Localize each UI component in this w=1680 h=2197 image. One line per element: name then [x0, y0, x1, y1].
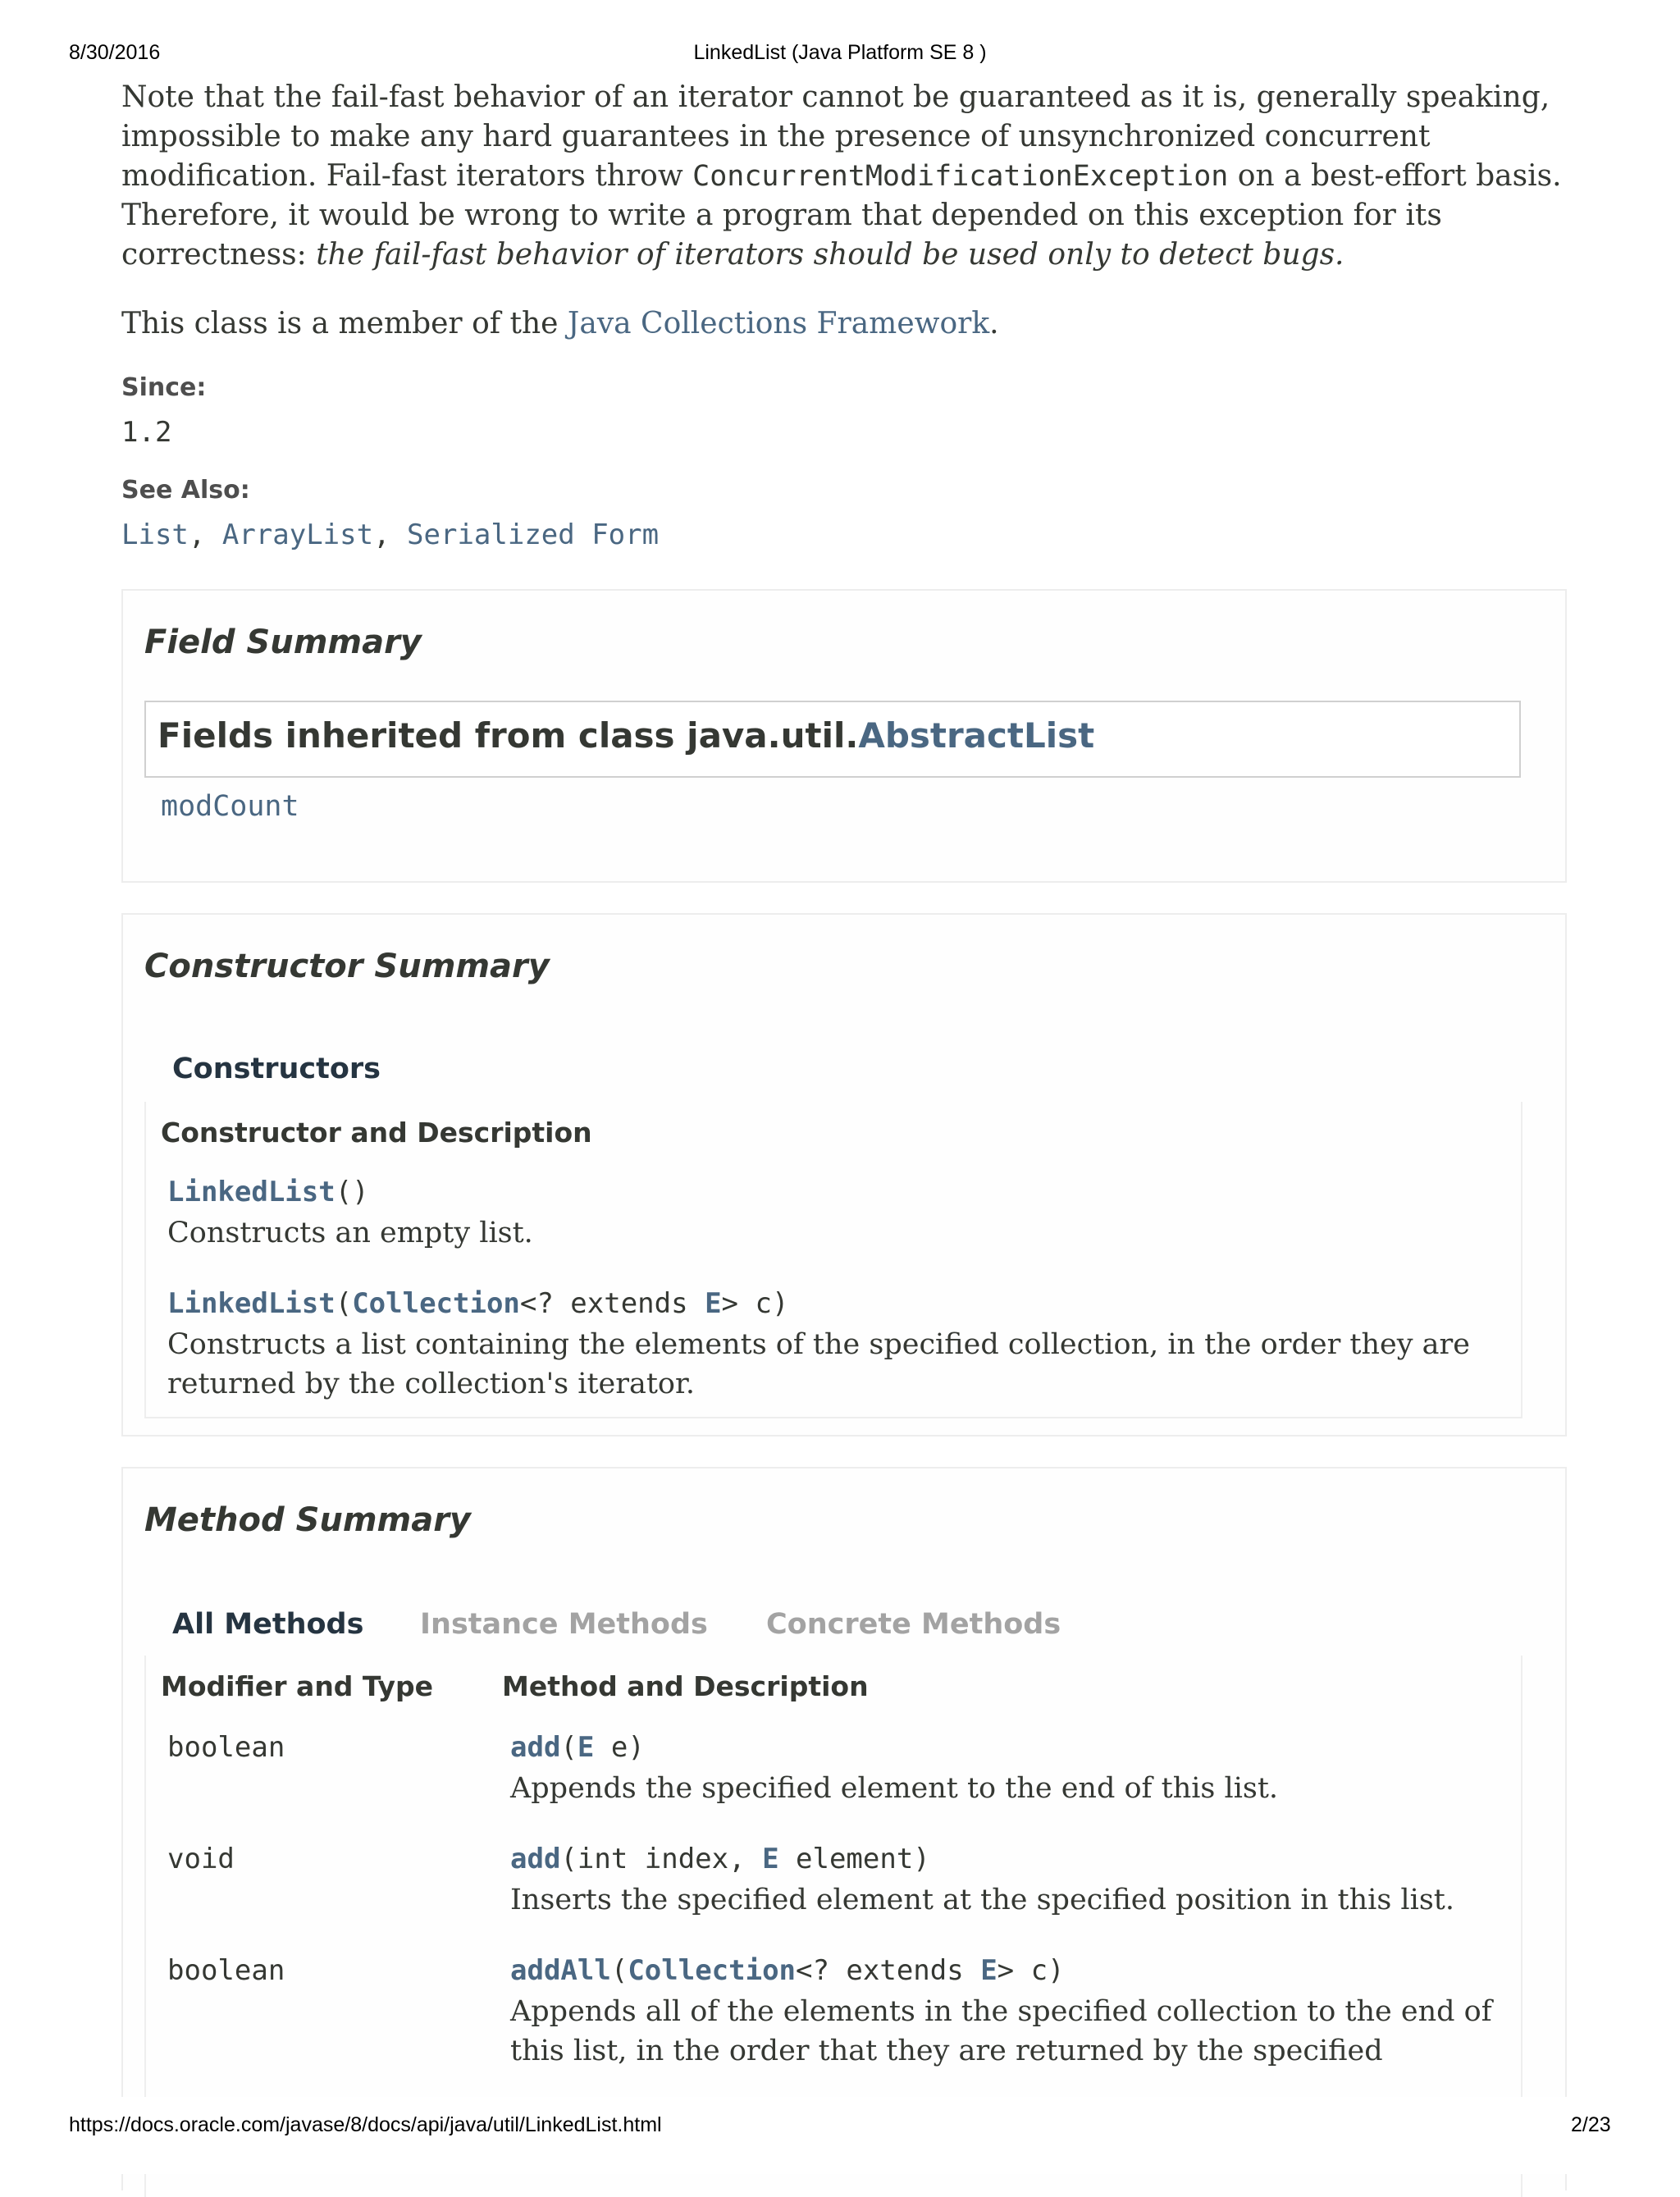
table-row: addAll(Collection<? extends E> c) Appends all of the elements in the specified collection to the end of this list, in the order that they are returned by the specified — [510, 1954, 1503, 2071]
table-row: LinkedList(Collection<? extends E> c) Constructs a list containing the elements of the specified collection, in the order they are returned by the collection's iterator. — [167, 1287, 1504, 1404]
print-title: LinkedList (Java Platform SE 8 ) — [693, 41, 987, 64]
linkedlist-constructor-link[interactable]: LinkedList — [167, 1176, 336, 1208]
return-type: boolean — [167, 1731, 285, 1764]
constructor-summary-title: Constructor Summary — [144, 948, 550, 985]
exception-code: ConcurrentModificationException — [692, 160, 1229, 193]
see-also-label: See Also: — [121, 476, 250, 505]
since-value: 1.2 — [121, 416, 172, 449]
field-summary-title: Field Summary — [144, 623, 422, 661]
type-param-e-link[interactable]: E — [980, 1954, 998, 1987]
tab-all-methods[interactable]: All Methods — [172, 1608, 364, 1641]
collections-framework-link[interactable]: Java Collections Framework — [567, 307, 990, 340]
add-method-link[interactable]: add — [510, 1731, 561, 1764]
constructor-col-header: Constructor and Description — [161, 1117, 592, 1149]
method-description: Inserts the specified element at the specified position in this list. — [510, 1884, 1454, 1916]
abstractlist-link[interactable]: AbstractList — [858, 715, 1095, 756]
method-description: Appends all of the elements in the specified collection to the end of this list, in the order that they are returned by the specified — [510, 1995, 1492, 2067]
inherited-fields-header — [144, 701, 1521, 778]
method-col-header: Method and Description — [502, 1670, 869, 1702]
type-param-e-link[interactable]: E — [577, 1731, 595, 1764]
type-param-e-link[interactable]: E — [705, 1287, 722, 1320]
collection-type-link[interactable]: Collection — [628, 1954, 797, 1987]
since-label: Since: — [121, 373, 207, 402]
modcount-field-link[interactable]: modCount — [161, 790, 299, 823]
collection-type-link[interactable]: Collection — [352, 1287, 520, 1320]
see-also-arraylist-link[interactable]: ArrayList — [221, 518, 374, 551]
table-row: add(int index, E element) Inserts the specified element at the specified position in this list. — [510, 1843, 1503, 1920]
field-summary-panel — [121, 589, 1567, 883]
print-date: 8/30/2016 — [69, 41, 161, 64]
table-row: add(E e) Appends the specified element to the end of this list. — [510, 1731, 1503, 1808]
collections-paragraph: This class is a member of the Java Collections Framework. — [121, 307, 999, 340]
method-summary-title: Method Summary — [144, 1501, 472, 1539]
inherited-fields-heading: Fields inherited from class java.util.AbstractList — [158, 715, 1095, 756]
return-type: boolean — [167, 1954, 285, 1987]
method-description: Appends the specified element to the end of this list. — [510, 1772, 1279, 1805]
linkedlist-collection-constructor-link[interactable]: LinkedList — [167, 1287, 336, 1320]
return-type: void — [167, 1843, 235, 1875]
print-page-number: 2/23 — [1571, 2113, 1611, 2136]
print-url: https://docs.oracle.com/javase/8/docs/api/java/util/LinkedList.html — [69, 2113, 662, 2136]
add-index-method-link[interactable]: add — [510, 1843, 561, 1875]
constructor-summary-panel — [121, 913, 1567, 1436]
constructors-table — [144, 1102, 1522, 1418]
see-also-list-link[interactable]: List — [121, 518, 189, 551]
constructors-caption: Constructors — [172, 1053, 381, 1085]
addall-method-link[interactable]: addAll — [510, 1954, 611, 1987]
constructor-description: Constructs an empty list. — [167, 1217, 533, 1249]
constructor-description: Constructs a list containing the elements of the specified collection, in the order they are returned by the collection's iterator. — [167, 1328, 1470, 1400]
method-summary-panel — [121, 1467, 1567, 2190]
table-row: LinkedList() Constructs an empty list. — [167, 1176, 1504, 1253]
modifier-col-header: Modifier and Type — [161, 1670, 434, 1702]
type-param-e-link[interactable]: E — [762, 1843, 779, 1875]
tab-concrete-methods[interactable]: Concrete Methods — [766, 1608, 1061, 1641]
tab-instance-methods[interactable]: Instance Methods — [420, 1608, 708, 1641]
fail-fast-paragraph: Note that the fail-fast behavior of an iterator cannot be guaranteed as it is, generally speaking, impossible to make any hard guarantees in the presence of unsynchronized concurrent modification. Fail-fast iterators throw ConcurrentModificationException on a best-effort basis. Therefore, it would be wrong to write a program that depended on this exception for its correctness: the fail-fast behavior of iterators should be used only to detect bugs. — [121, 80, 1562, 272]
see-also-links: List, ArrayList, Serialized Form — [121, 518, 660, 551]
see-also-serialized-form-link[interactable]: Serialized Form — [407, 518, 660, 551]
